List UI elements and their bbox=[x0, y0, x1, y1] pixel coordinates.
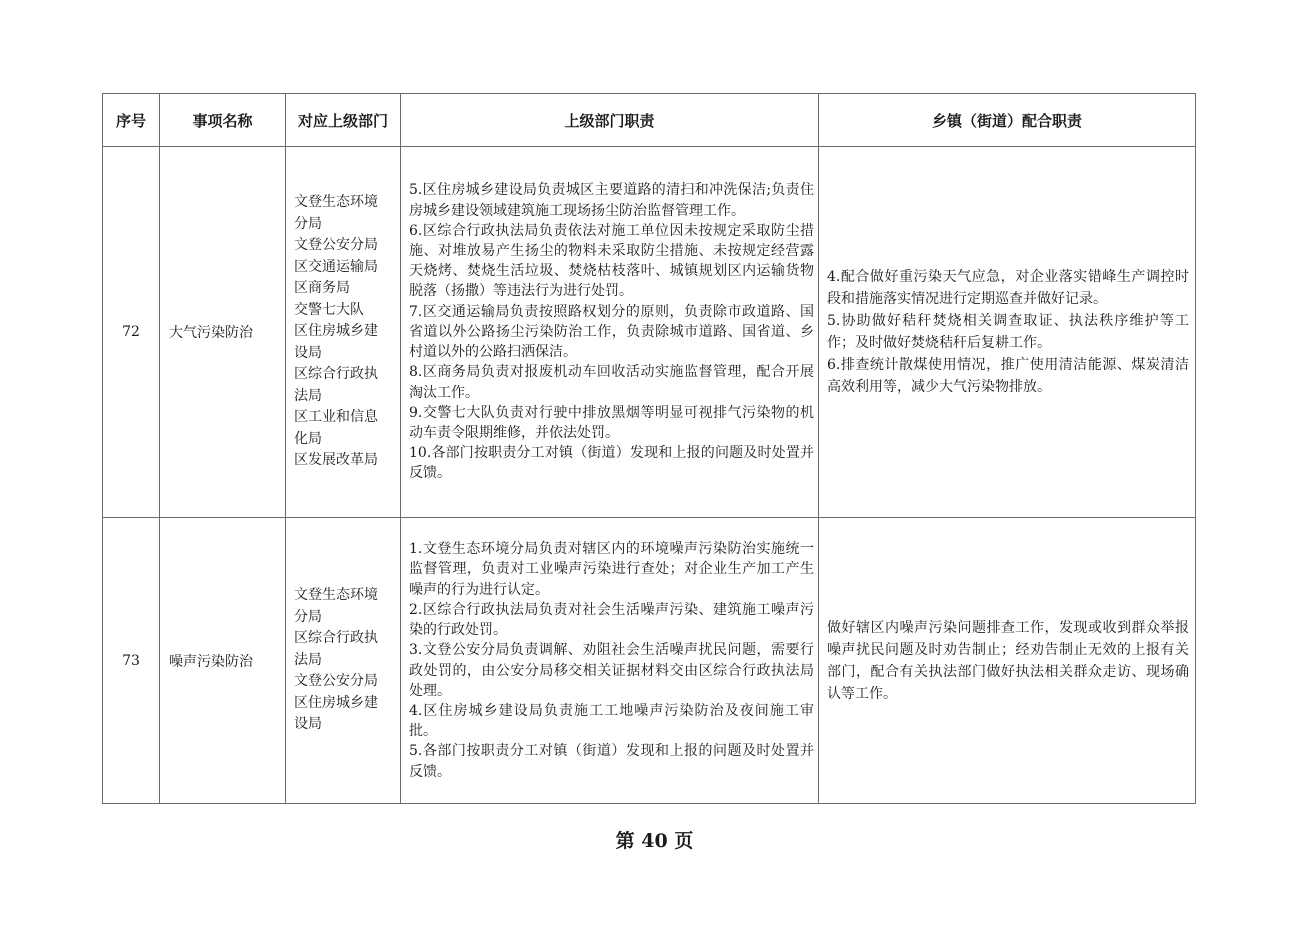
duty-item: 3.文登公安分局负责调解、劝阻社会生活噪声扰民问题，需要行政处罚的，由公安分局移交相关证据材料交由区综合行政执法局处理。 bbox=[409, 642, 814, 699]
dept-line: 文登公安分局 bbox=[294, 237, 378, 254]
table-header-row bbox=[103, 94, 1196, 147]
coop-list bbox=[819, 147, 1196, 518]
dept-line: 分局 bbox=[294, 608, 322, 625]
duty-list bbox=[401, 518, 819, 804]
duty-item: 6.区综合行政执法局负责依法对施工单位因未按规定采取防尘措施、对堆放易产生扬尘的物料未采取防尘措施、未按规定经营露天烧烤、焚烧生活垃圾、焚烧枯枝落叶、城镇规划区内运输货物脱落（扬撒）等违法行为进行处罚。 bbox=[409, 222, 814, 300]
page-number: 第 40 页 bbox=[615, 830, 694, 852]
duty-item: 2.区综合行政执法局负责对社会生活噪声污染、建筑施工噪声污染的行政处罚。 bbox=[409, 601, 814, 639]
duty-item: 1.文登生态环境分局负责对辖区内的环境噪声污染防治实施统一监督管理，负责对工业噪声污染进行查处；对企业生产加工产生噪声的行为进行认定。 bbox=[409, 541, 814, 598]
header-num: 序号 bbox=[103, 94, 160, 147]
header-dept: 对应上级部门 bbox=[286, 94, 401, 147]
duty-item: 10.各部门按职责分工对镇（街道）发现和上报的问题及时处置并反馈。 bbox=[409, 445, 814, 482]
row-number: 72 bbox=[103, 147, 160, 518]
coop-list bbox=[819, 518, 1196, 804]
duty-item: 9.交警七大队负责对行驶中排放黑烟等明显可视排气污染物的机动车责令限期维修，并依法处罚。 bbox=[409, 404, 814, 441]
dept-list bbox=[286, 518, 401, 804]
duty-item: 4.区住房城乡建设局负责施工工地噪声污染防治及夜间施工审批。 bbox=[409, 702, 814, 740]
coop-item: 5.协助做好秸秆焚烧相关调查取证、执法秩序维护等工作；及时做好焚烧秸秆后复耕工作。 bbox=[827, 313, 1189, 351]
dept-line: 区住房城乡建 bbox=[294, 323, 378, 340]
dept-line: 文登公安分局 bbox=[294, 673, 378, 690]
duty-list bbox=[401, 147, 819, 518]
row-number: 73 bbox=[103, 518, 160, 804]
dept-line: 法局 bbox=[294, 651, 322, 668]
dept-line: 区住房城乡建 bbox=[294, 694, 378, 711]
dept-line: 区综合行政执 bbox=[294, 630, 378, 647]
dept-line: 文登生态环境 bbox=[294, 194, 378, 211]
dept-list bbox=[286, 147, 401, 518]
item-name: 大气污染防治 bbox=[160, 147, 286, 518]
dept-line: 区发展改革局 bbox=[294, 452, 378, 469]
responsibility-table bbox=[102, 93, 1196, 804]
coop-item: 做好辖区内噪声污染问题排查工作，发现或收到群众举报噪声扰民问题及时劝告制止；经劝告制止无效的上报有关部门，配合有关执法部门做好执法相关群众走访、现场确认等工作。 bbox=[827, 619, 1189, 702]
duty-item: 7.区交通运输局负责按照路权划分的原则，负责除市政道路、国省道以外公路扬尘污染防治工作，负责除城市道路、国省道、乡村道以外的公路扫洒保洁。 bbox=[409, 303, 814, 361]
duty-item: 5.各部门按职责分工对镇（街道）发现和上报的问题及时处置并反馈。 bbox=[409, 743, 814, 780]
coop-item: 6.排查统计散煤使用情况，推广使用清洁能源、煤炭清洁高效利用等，减少大气污染物排放。 bbox=[827, 357, 1189, 395]
dept-line: 区工业和信息 bbox=[294, 409, 378, 426]
dept-line: 法局 bbox=[294, 387, 322, 404]
item-name: 噪声污染防治 bbox=[160, 518, 286, 804]
dept-line: 设局 bbox=[294, 716, 322, 733]
dept-line: 文登生态环境 bbox=[294, 587, 378, 604]
header-coop: 乡镇（街道）配合职责 bbox=[819, 94, 1196, 147]
duty-item: 5.区住房城乡建设局负责城区主要道路的清扫和冲洗保洁;负责住房城乡建设领域建筑施工现场扬尘防治监督管理工作。 bbox=[409, 182, 814, 219]
dept-line: 分局 bbox=[294, 215, 322, 232]
dept-line: 区综合行政执 bbox=[294, 366, 378, 383]
table-row bbox=[103, 147, 1196, 518]
dept-line: 区商务局 bbox=[294, 280, 350, 297]
header-duty: 上级部门职责 bbox=[401, 94, 819, 147]
dept-line: 区交通运输局 bbox=[294, 258, 378, 275]
header-name: 事项名称 bbox=[160, 94, 286, 147]
coop-item: 4.配合做好重污染天气应急，对企业落实错峰生产调控时段和措施落实情况进行定期巡查并做好记录。 bbox=[827, 269, 1189, 307]
dept-line: 交警七大队 bbox=[294, 301, 364, 318]
table-row bbox=[103, 518, 1196, 804]
duty-item: 8.区商务局负责对报废机动车回收活动实施监督管理，配合开展淘汰工作。 bbox=[409, 364, 814, 401]
dept-line: 设局 bbox=[294, 344, 322, 361]
dept-line: 化局 bbox=[294, 430, 322, 447]
